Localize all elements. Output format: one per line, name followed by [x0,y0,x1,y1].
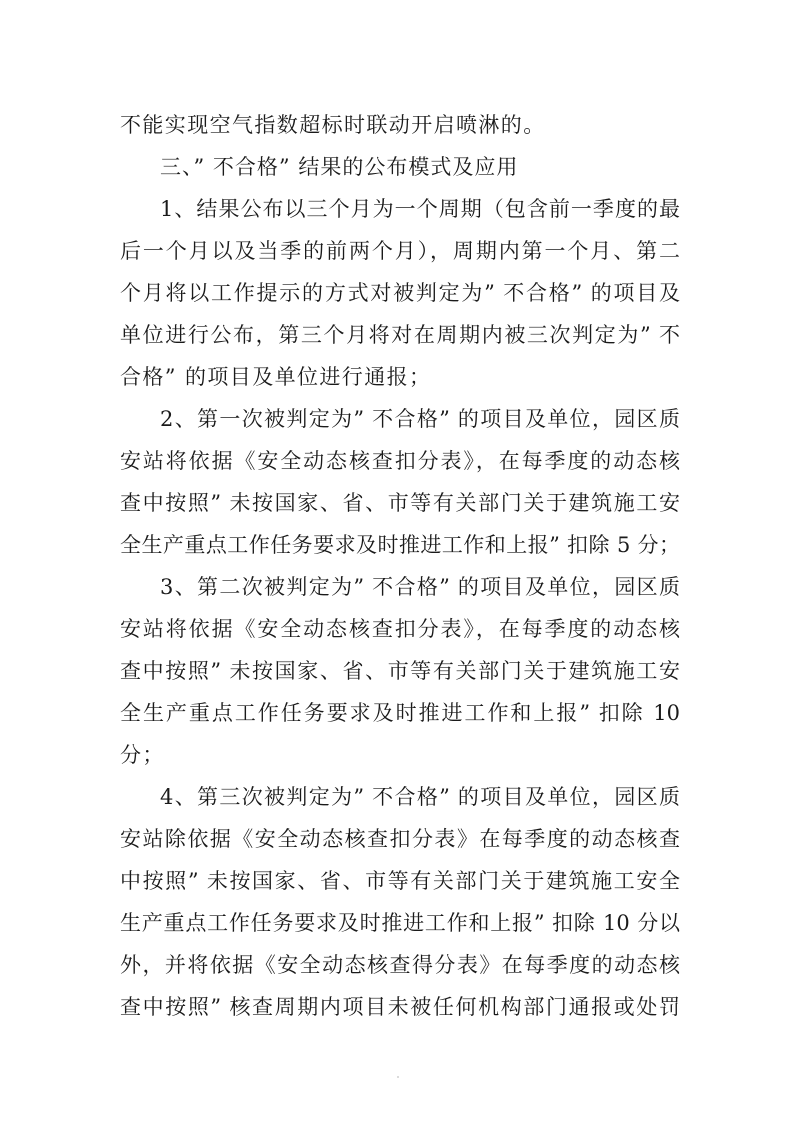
text-line: 安站将依据《安全动态核查扣分表》，在每季度的动态核 [120,449,680,473]
text-line: 查中按照” 未按国家、省、市等有关部门关于建筑施工安 [120,491,680,515]
text-line: 3、第二次被判定为” 不合格” 的项目及单位，园区质 [160,575,680,599]
text-line: 查中按照” 未按国家、省、市等有关部门关于建筑施工安 [120,659,680,683]
text-line: 外，并将依据《安全动态核查得分表》在每季度的动态核 [120,953,680,977]
text-line: 中按照” 未按国家、省、市等有关部门关于建筑施工安全 [120,869,680,893]
text-line: 安站除依据《安全动态核查扣分表》在每季度的动态核查 [120,827,680,851]
text-line: 1、结果公布以三个月为一个周期（包含前一季度的最 [160,197,680,221]
text-line: 4、第三次被判定为” 不合格” 的项目及单位，园区质 [160,785,680,809]
text-line: 全生产重点工作任务要求及时推进工作和上报” 扣除 10 [120,701,680,725]
text-line: 查中按照” 核查周期内项目未被任何机构部门通报或处罚 [120,995,680,1019]
page-mark [397,1076,399,1078]
text-line: 后一个月以及当季的前两个月），周期内第一个月、第二 [120,239,680,263]
text-line: 安站将依据《安全动态核查扣分表》，在每季度的动态核 [120,617,680,641]
text-line: 单位进行公布，第三个月将对在周期内被三次判定为” 不 [120,323,680,347]
text-line: 生产重点工作任务要求及时推进工作和上报” 扣除 10 分以 [120,911,680,935]
text-line: 不能实现空气指数超标时联动开启喷淋的。 [120,113,546,137]
text-line: 2、第一次被判定为” 不合格” 的项目及单位，园区质 [160,407,680,431]
text-line: 分； [120,743,165,767]
text-line: 个月将以工作提示的方式对被判定为” 不合格” 的项目及 [120,281,680,305]
text-line: 全生产重点工作任务要求及时推进工作和上报” 扣除 5 分； [120,533,680,557]
section-heading: 三、” 不合格” 结果的公布模式及应用 [160,155,519,179]
text-line: 合格” 的项目及单位进行通报； [120,365,432,389]
